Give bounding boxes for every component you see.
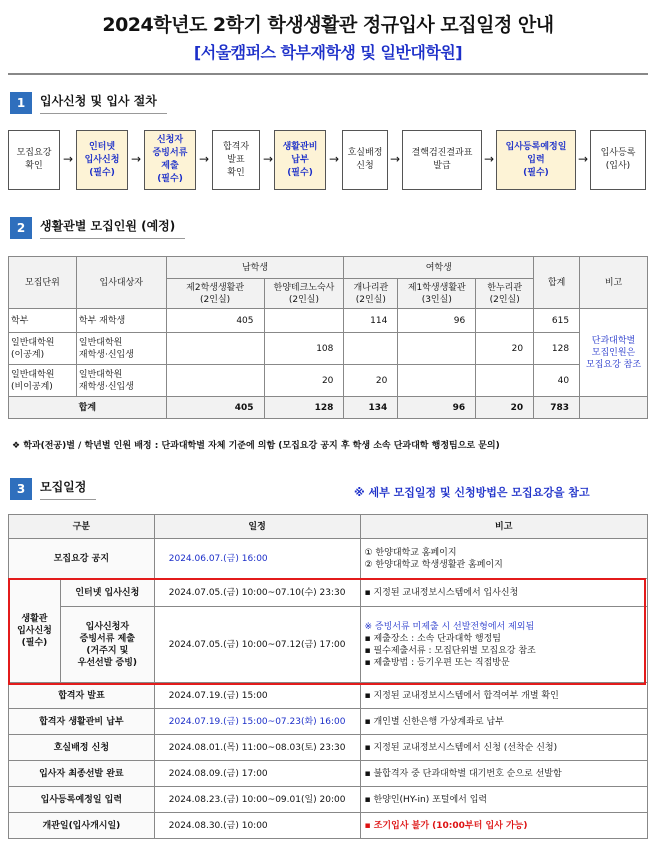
table-row: 입사등록예정일 입력 2024.08.23.(금) 10:00~09.01(일) 20:00 ▪ 한양인(HY-in) 포털에서 입력 — [9, 787, 648, 813]
remark-cell: 단과대학별 모집인원은 모집요강 참조 — [580, 309, 648, 397]
header-dorm: 한양테크노숙사 (2인실) — [264, 279, 344, 309]
table-row: 생활관 입사신청 (필수) 인터넷 입사신청 2024.07.05.(금) 10:00~07.10(수) 23:30 ▪ 지정된 교내정보시스템에서 입사신청 — [9, 579, 648, 607]
flow-arrow: → — [199, 152, 210, 166]
table-row: 일반대학원 (비이공계) 일반대학원 재학생·신입생 20 20 40 — [9, 365, 648, 397]
section1-number: 1 — [10, 92, 32, 114]
section1-heading — [10, 90, 167, 116]
header-target: 입사대상자 — [76, 257, 166, 309]
title-divider — [8, 73, 648, 75]
section2-number: 2 — [10, 217, 32, 239]
group-label: 생활관 입사신청 (필수) — [9, 579, 61, 683]
header-total: 합계 — [534, 257, 580, 309]
flow-step-online-apply: 인터넷 입사신청 (필수) — [76, 130, 128, 190]
flow-arrow: → — [131, 152, 142, 166]
flow-step-payment: 생활관비 납부 (필수) — [274, 130, 326, 190]
header-male: 남학생 — [166, 257, 344, 279]
flow-arrow: → — [390, 152, 401, 166]
flow-step-announcement: 합격자 발표 확인 — [212, 130, 260, 190]
header-dorm: 제2학생생활관 (2인실) — [166, 279, 264, 309]
table-row: 입사신청자 증빙서류 제출 (거주지 및 우선선발 증빙) 2024.07.05.(금) 10:00~07.12(금) 17:00 ※ 증빙서류 미제출 시 선발전형에서 제외됨 ▪ 제출장소 : 소속 단과대학 행정팀 ▪ 필수제출서류 : 모집단위별 모집요강 참조 ▪ 제출방법 : 등기우편 또는 직접방문 — [9, 607, 648, 683]
header-dorm: 제1학생생활관 (3인실) — [398, 279, 476, 309]
table-row: 합격자 생활관비 납부 2024.07.19.(금) 15:00~07.23(화) 16:00 ▪ 개인별 신한은행 가상계좌로 납부 — [9, 709, 648, 735]
process-flow — [8, 130, 648, 190]
table-row: 입사자 최종선발 완료 2024.08.09.(금) 17:00 ▪ 불합격자 중 단과대학별 대기번호 순으로 선발함 — [9, 761, 648, 787]
flow-step-tb-test: 결핵검진결과표 발급 — [402, 130, 482, 190]
schedule-reference-note: ※ 세부 모집일정 및 신청방법은 모집요강을 참고 — [354, 486, 590, 499]
table-row: 모집요강 공지 2024.06.07.(금) 16:00 ① 한양대학교 홈페이지 ② 한양대학교 학생생활관 홈페이지 — [9, 539, 648, 579]
table-row: 개관일(입사개시일) 2024.08.30.(금) 10:00 ▪ 조기입사 불가 (10:00부터 입사 가능) — [9, 813, 648, 839]
section3-label: 모집일정 — [40, 478, 96, 500]
section3-number: 3 — [10, 478, 32, 500]
header-dorm: 개나리관 (2인실) — [344, 279, 398, 309]
flow-step-documents: 신청자 증빙서류 제출 (필수) — [144, 130, 196, 190]
header-category: 구분 — [9, 515, 155, 539]
flow-step-guide: 모집요강 확인 — [8, 130, 60, 190]
assignment-note: ❖ 학과(전공)별 / 학년별 인원 배정 : 단과대학별 자체 기준에 의함 (모집요강 공지 후 학생 소속 단과대학 행정팀으로 문의) — [12, 441, 500, 451]
table-row: 학부 학부 재학생 405 114 96 615 단과대학별 모집인원은 모집요강 참조 — [9, 309, 648, 333]
flow-arrow: → — [263, 152, 274, 166]
table-row: 호실배정 신청 2024.08.01.(목) 11:00~08.03(토) 23:30 ▪ 지정된 교내정보시스템에서 신청 (선착순 신청) — [9, 735, 648, 761]
table-row: 일반대학원 (이공계) 일반대학원 재학생·신입생 108 20 128 — [9, 333, 648, 365]
flow-step-checkin-date: 입사등록예정일 입력 (필수) — [496, 130, 576, 190]
section2-heading — [10, 215, 185, 241]
page-title: 2024학년도 2학기 학생생활관 정규입사 모집일정 안내 — [102, 14, 554, 36]
flow-arrow: → — [63, 152, 74, 166]
schedule-table — [8, 514, 648, 839]
total-row: 합계 405 128 134 96 20 783 — [9, 397, 648, 419]
header-remarks: 비고 — [580, 257, 648, 309]
header-schedule: 일정 — [154, 515, 360, 539]
section2-label: 생활관별 모집인원 (예정) — [40, 217, 185, 239]
header-dorm: 한누리관 (2인실) — [476, 279, 534, 309]
flow-arrow: → — [329, 152, 340, 166]
flow-arrow: → — [578, 152, 589, 166]
header-remarks: 비고 — [360, 515, 648, 539]
flow-step-checkin: 입사등록 (입사) — [590, 130, 646, 190]
capacity-table — [8, 256, 648, 419]
page-subtitle: [서울캠퍼스 학부재학생 및 일반대학원] — [193, 43, 463, 62]
section3-heading — [10, 476, 96, 502]
flow-step-room: 호실배정 신청 — [342, 130, 388, 190]
section1-label: 입사신청 및 입사 절차 — [40, 92, 167, 114]
header-female: 여학생 — [344, 257, 534, 279]
table-row: 합격자 발표 2024.07.19.(금) 15:00 ▪ 지정된 교내정보시스템에서 합격여부 개별 확인 — [9, 683, 648, 709]
flow-arrow: → — [484, 152, 495, 166]
header-unit: 모집단위 — [9, 257, 77, 309]
